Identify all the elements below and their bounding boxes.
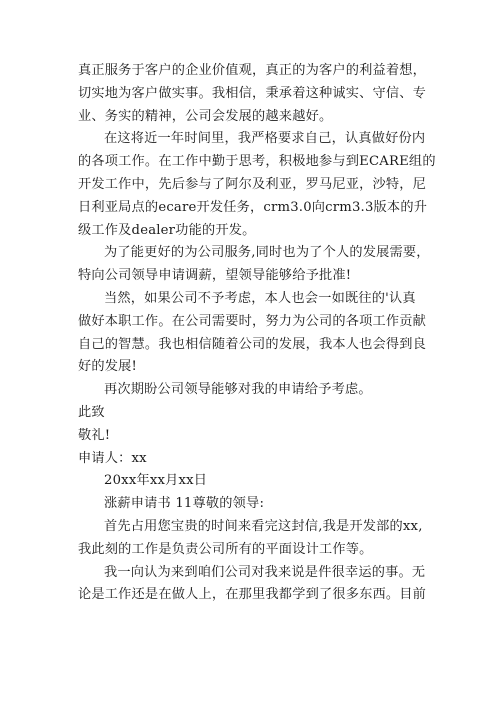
text-line: 我此刻的工作是负责公司所有的平面设计工作等。 [78,541,373,557]
text-line: 首先占用您宝贵的时间来看完这封信,我是开发部的xx, [104,518,423,534]
text-line: 做好本职工作。在公司需要时，努力为公司的各项工作贡献 [78,313,427,329]
text-line: 日利亚局点的ecare开发任务，crm3.0向crm3.3版本的升 [78,199,428,215]
text-line: 的各项工作。在工作中勤于思考，积极地参与到ECARE组的 [78,154,436,170]
text-line: 再次期盼公司领导能够对我的申请给予考虑。 [104,382,372,398]
text-line: 我一向认为来到咱们公司对我来说是件很幸运的事。无 [104,564,426,580]
text-line: 自己的智慧。我也相信随着公司的发展，我本人也会得到良 [78,336,427,352]
text-line: 在这将近一年时间里，我严格要求自己，认真做好份内 [104,131,426,147]
text-line: 论是工作还是在做人上，在那里我都学到了很多东西。目前 [78,587,427,603]
salutation: 此致 [78,404,105,420]
text-line: 真正服务于客户的企业价值观，真正的为客户的利益着想， [78,63,427,78]
text-line: 开发工作中，先后参与了阿尔及利亚，罗马尼亚，沙特，尼 [78,176,427,192]
document-page [78,60,436,607]
text-line: 好的发展! [78,359,138,375]
text-line: 切实地为客户做实事。我相信，秉承着这种诚实、守信、专 [78,85,427,101]
salutation: 敬礼! [78,427,111,443]
date-line: 20xx年xx月xx日 [104,473,208,489]
text-line: 业、务实的精神，公司会发展的越来越好。 [78,108,333,124]
text-line: 特向公司领导申请调薪，望领导能够给予批准! [78,268,352,284]
text-line: 级工作及dealer功能的开发。 [78,222,256,238]
text-line: 为了能更好的为公司服务,同时也为了个人的发展需要， [104,245,430,261]
applicant-signature: 申请人：xx [78,450,147,466]
section-heading: 涨薪申请书 11尊敬的领导: [104,496,265,512]
text-line: 当然，如果公司不予考虑，本人也会一如既往的'认真 [104,290,416,306]
